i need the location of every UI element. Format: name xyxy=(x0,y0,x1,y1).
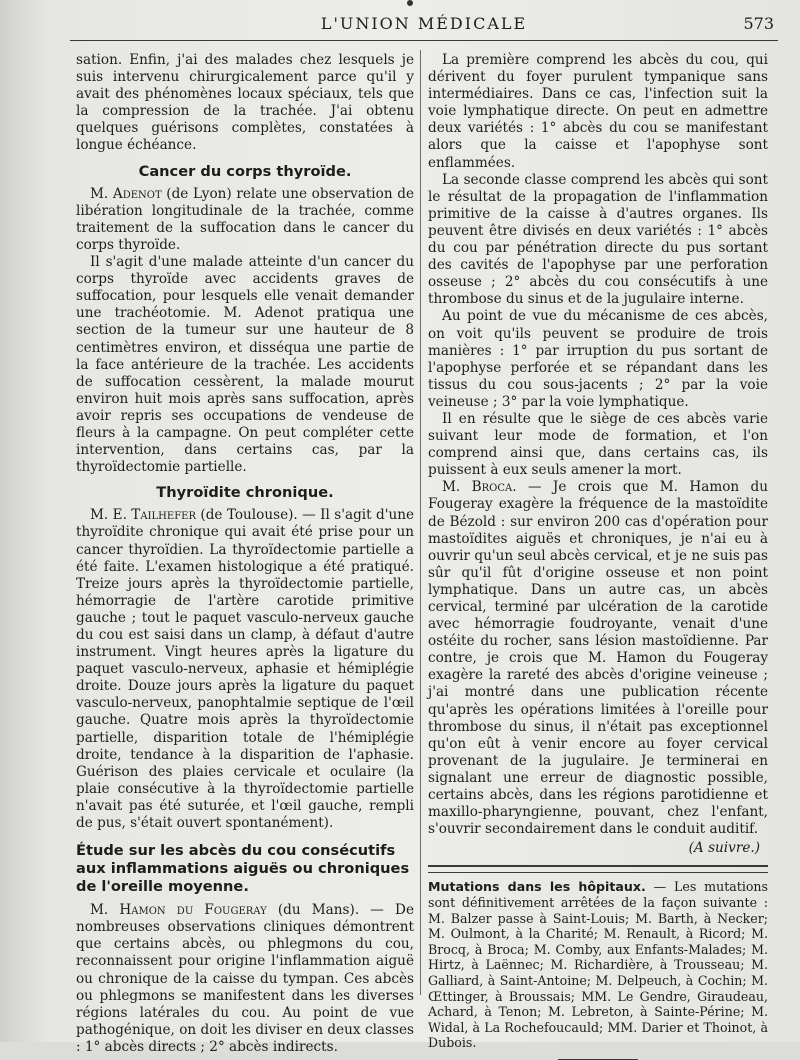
author-name: M. Hamon du Fougeray xyxy=(90,902,267,919)
column-divider xyxy=(420,50,421,995)
page-number: 573 xyxy=(743,14,774,33)
heading-cancer-thyroide: Cancer du corps thyroïde. xyxy=(138,162,352,180)
paragraph-continuation: sation. Enfin, j'ai des malades chez lesquels je suis intervenu chirurgicalement parce qu'il y avait des phénomènes locaux spéciaux, tels que la compression de la trachée. J'ai obtenu quelques guérisons complètes, constatées à longue échéance. xyxy=(76,52,414,154)
paragraph-adenot-case: Il s'agit d'une malade atteinte d'un cancer du corps thyroïde avec accidents graves de suffocation, pour lesquels elle venait demander une trachéotomie. M. Adenot pratiqua une section de la tumeur sur une hauteur de 8 centimètres environ, et disséqua une partie de la face antérieure de la trachée. Les accidents de suffocation cessèrent, la malade mourut environ huit mois après sans suffocation, après avoir repris ses occupations de vendeuse de fleurs à la campagne. On peut compléter cette intervention, dans certains cas, par la thyroïdectomie partielle. xyxy=(76,254,414,476)
paragraph-broca: M. Broca. — Je crois que M. Hamon du Fougeray exagère la fréquence de la mastoïdite de Bézold : sur environ 200 cas d'opération pour mastoïdites aiguës et chroniques, je n'ai eu à ouvrir qu'un seul abcès cervical, et je ne suis pas sûr qu'il fût d'origine osseuse et non point lymphatique. Dans un autre cas, un abcès cervical, terminé par ulcération de la carotide avec hémorragie foudroyante, venait d'une ostéite du rocher, sans lésion mastoïdienne. Par contre, je crois que M. Hamon du Fougeray exagère la rareté des abcès d'origine veineuse ; j'ai montré dans une publication récente qu'après les opérations limitées à l'oreille pour thrombose du sinus, il n'était pas exceptionnel qu'on eût à venir encore au foyer cervical provenant de la jugulaire. Je terminerai en signalant une erreur de diagnostic possible, certains abcès, dans les régions parotidienne et maxillo-pharyngienne, pouvant, chez l'enfant, s'ouvrir secondairement dans le conduit auditif. xyxy=(428,479,769,838)
paragraph-second-class: La seconde classe comprend les abcès qui sont le résultat de la propagation de l'inflammation primitive de la caisse à d'autres organes. Ils peuvent être divisés en deux variétés : 1° abcès du cou par pénétration directe du pus sortant des cavités de l'apophyse par une perforation osseuse ; 2° abcès du cou consécutifs à une thrombose du sinus et de la jugulaire interne. xyxy=(428,171,768,308)
scan-mark xyxy=(407,0,413,6)
heading-thyroidite: Thyroïdite chronique. xyxy=(156,484,334,502)
paragraph-adenot: M. Adenot (de Lyon) relate une observation de libération longitudinale de la trachée, comme traitement de la suffocation dans le cancer du corps thyroïde. xyxy=(76,185,414,253)
page-header xyxy=(70,12,778,41)
paragraph-conclusion: Il en résulte que le siège de ces abcès varie suivant leur mode de formation, et l'on comprend ainsi que, dans certains cas, ils puissent à eux seuls amener la mort. xyxy=(428,410,768,479)
section-rule xyxy=(428,865,768,873)
author-name: M. Broca xyxy=(442,479,513,496)
paragraph-first-class: La première comprend les abcès du cou, qui dérivent du foyer purulent tympanique sans intermédiaires. Dans ce cas, l'infection suit la voie lymphatique directe. On peut en admettre deux variétés : 1° abcès du cou se manifestant alors que la caisse et l'apophyse sont enflammées. xyxy=(428,52,768,171)
paragraph-mechanism: Au point de vue du mécanisme de ces abcès, on voit qu'ils peuvent se produire de trois manières : 1° par irruption du pus sortant de l'apophyse perforée et se répandant dans les tissus du cou sous-jacents ; 2° par la voie veineuse ; 3° par la voie lymphatique. xyxy=(428,308,768,410)
journal-title: L'UNION MÉDICALE xyxy=(320,14,528,33)
paragraph-hamon: M. Hamon du Fougeray (du Mans). — De nombreuses observations cliniques démontrent que certains abcès, ou phlegmons du cou, reconnaissent pour origine l'inflammation aiguë ou chronique de la caisse du tympan. Ces abcès ou phlegmons se manifestent dans les diverses régions latérales du cou. Au point de vue pathogénique, on doit les diviser en deux classes : 1° abcès directs ; 2° abcès indirects. xyxy=(76,902,414,1055)
left-column xyxy=(76,52,414,1056)
mutations-text: — Les mutations sont définitivement arrêtées de la façon suivante : M. Balzer passe à Saint-Louis; M. Barth, à Necker; M. Oulmont, à la Charité; M. Renault, à Ricord; M. Brocq, à Broca; M. Comby, aux Enfants-Malades; M. Hirtz, à Laënnec; M. Richardière, à Trousseau; M. Galliard, à Saint-Antoine; M. Delpeuch, à Cochin; M. Œttinger, à Broussais; MM. Le Gendre, Giraudeau, Achard, à Tenon; M. Lebreton, à Sainte-Périne; M. Widal, à La Rochefoucauld; MM. Darier et Thoinot, à Dubois. xyxy=(428,879,769,1051)
heading-abces-du-cou: Étude sur les abcès du cou consécutifs aux inflammations aiguës ou chroniques de l'oreille moyenne. xyxy=(76,842,410,896)
right-column xyxy=(428,52,768,1060)
mutations-heading: Mutations dans les hôpitaux. xyxy=(428,879,646,895)
paragraph-tailhefer: M. E. Tailhefer (de Toulouse). — Il s'agit d'une thyroïdite chronique qui avait été prise pour un cancer thyroïdien. La thyroïdectomie partielle a été faite. L'examen histologique a été pratiqué. Treize jours après la thyroïdectomie partielle, hémorragie de l'artère carotide primitive gauche ; tout le paquet vasculo-nerveux gauche du cou est saisi dans un clamp, à défaut d'autre instrument. Vingt heures après la ligature du paquet vasculo-nerveux, aphasie et hémiplégie droite. Douze jours après la ligature du paquet vasculo-nerveux, panophtalmie septique de l'œil gauche. Quatre mois après la thyroïdectomie partielle, disparition totale de l'hémiplégie droite, tendance à la disparition de l'aphasie. Guérison des plaies cervicale et oculaire (la plaie consécutive à la thyroïdectomie partielle n'avait pas été suturée, et l'œil gauche, rempli de pus, s'était ouvert spontanément). xyxy=(76,507,415,832)
to-be-continued: (A suivre.) xyxy=(688,840,760,857)
author-name: M. E. Tailhefer xyxy=(90,507,196,524)
mutations-notice xyxy=(428,879,768,1051)
author-name: M. Adenot xyxy=(90,185,162,202)
